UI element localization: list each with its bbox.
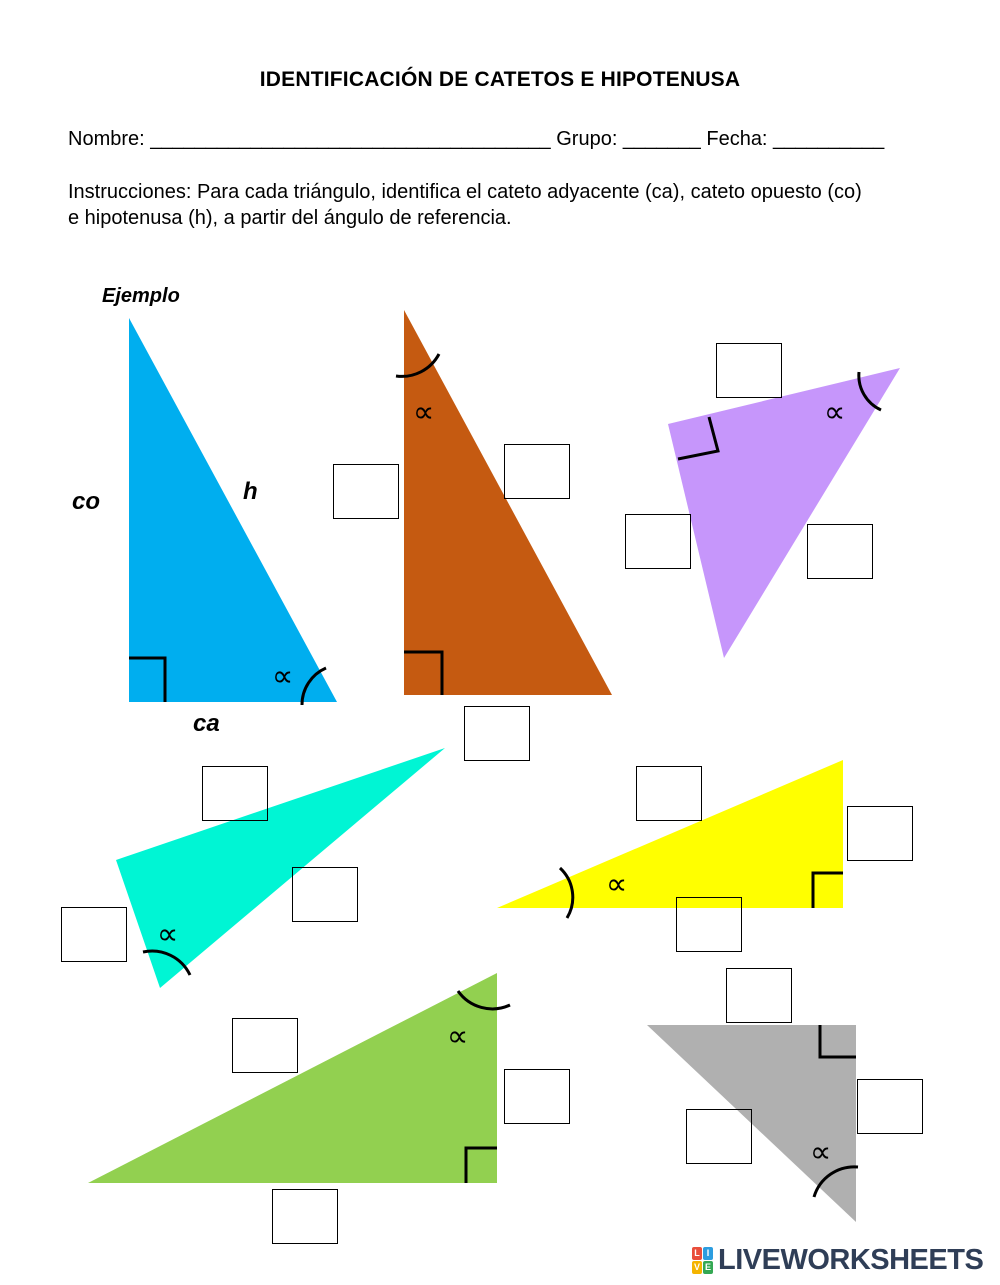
answer-box-brown-bottom[interactable] [464,706,530,761]
label-ca: ca [193,710,220,737]
answer-box-green-right[interactable] [504,1069,570,1124]
instructions-line-2: e hipotenusa (h), a partir del ángulo de referencia. [68,207,512,229]
triangle-purple [668,368,900,658]
answer-box-green-top[interactable] [232,1018,298,1073]
liveworksheets-logo-icon: L I V E [693,1248,711,1272]
answer-box-purple-left[interactable] [625,514,691,569]
label-co: co [72,488,101,515]
answer-box-yellow-right[interactable] [847,806,913,861]
answer-box-yellow-top[interactable] [636,766,702,821]
worksheet-title: IDENTIFICACIÓN DE CATETOS E HIPOTENUSA [259,68,741,91]
triangle-teal [116,748,445,988]
answer-box-gray-left[interactable] [686,1109,752,1164]
angle-symbol-green: ∝ [447,1019,469,1054]
triangle-green [88,973,510,1183]
angle-symbol-purple: ∝ [824,395,846,430]
instructions-line-1: Instrucciones: Para cada triángulo, identifica el cateto adyacente (ca), cateto opuesto (co) [68,181,862,203]
answer-box-brown-left[interactable] [333,464,399,519]
angle-symbol-gray: ∝ [810,1135,832,1170]
angle-symbol-brown: ∝ [413,395,435,430]
example-label: Ejemplo [102,285,180,307]
angle-symbol-teal: ∝ [157,917,179,952]
triangle-gray [647,1025,858,1222]
label-h: h [243,478,258,505]
example-triangle [129,318,337,705]
liveworksheets-logo-text: LIVEWORKSHEETS [718,1243,984,1276]
answer-box-purple-right[interactable] [807,524,873,579]
answer-box-teal-top[interactable] [202,766,268,821]
answer-box-brown-hyp[interactable] [504,444,570,499]
answer-box-purple-top[interactable] [716,343,782,398]
name-group-date-line: Nombre: ____________________________________ Grupo: _______ Fecha: __________ [68,128,885,150]
answer-box-gray-top[interactable] [726,968,792,1023]
angle-symbol-yellow: ∝ [606,867,628,902]
triangle-brown [396,310,612,695]
answer-box-green-bottom[interactable] [272,1189,338,1244]
answer-box-teal-right[interactable] [292,867,358,922]
answer-box-yellow-bottom[interactable] [676,897,742,952]
answer-box-teal-left[interactable] [61,907,127,962]
liveworksheets-logo [692,1244,983,1276]
angle-symbol-example: ∝ [272,659,294,694]
answer-box-gray-right[interactable] [857,1079,923,1134]
